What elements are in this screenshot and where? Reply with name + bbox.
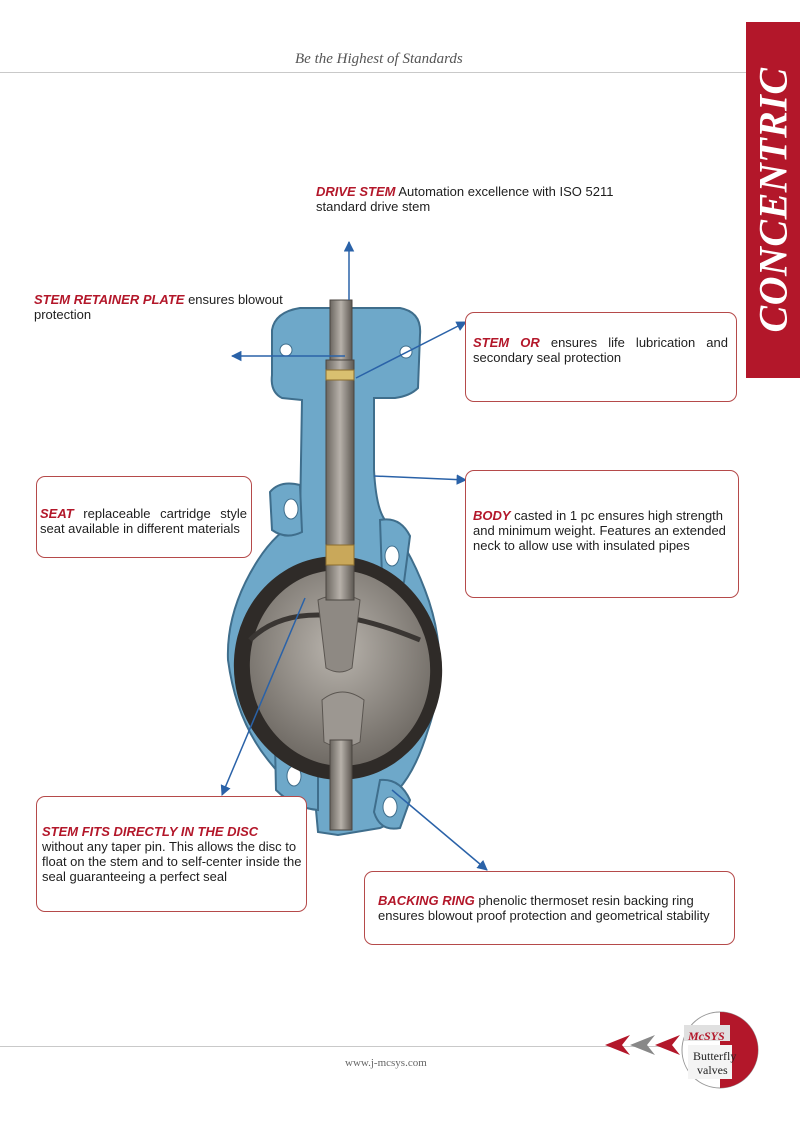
callout-text: without any taper pin. This allows the disc to float on the stem and to self-center inside the seal guaranteeing a perfect seal [42, 839, 302, 884]
callout-text: casted in 1 pc ensures high strength and minimum weight. Features an extended neck to allow use with insulated pipes [473, 508, 726, 553]
callout-text: phenolic thermoset resin backing ring ensures blowout proof protection and geometrical stability [378, 893, 710, 923]
logo-product-line-2: valves [697, 1063, 728, 1077]
callout-text: ensures life lubrication and secondary seal protection [473, 335, 728, 365]
callout-stem-or [465, 312, 737, 402]
callout-stem-retainer-plate [34, 292, 284, 322]
callout-backing-ring [364, 871, 735, 945]
callout-keyword: DRIVE STEM [316, 184, 396, 199]
footer-rule [0, 1046, 660, 1047]
logo-graphic [600, 1005, 770, 1095]
callout-text: replaceable cartridge style seat available in different materials [40, 506, 247, 536]
callout-drive-stem [316, 184, 616, 214]
callout-keyword: STEM FITS DIRECTLY IN THE DISC [42, 824, 259, 839]
logo-chevron-icon [630, 1035, 655, 1055]
stem [326, 300, 354, 830]
callout-text: ensures blowout protection [34, 292, 283, 322]
callout-keyword: STEM OR [473, 335, 540, 350]
leader-backing-ring [392, 790, 487, 870]
callout-keyword: BACKING RING [378, 893, 475, 908]
side-tab-label: CONCENTRIC [750, 67, 796, 333]
callout-keyword: STEM RETAINER PLATE [34, 292, 185, 307]
callout-stem-fits-disc [36, 796, 307, 912]
callout-seat [36, 476, 252, 558]
callout-text: Automation excellence with ISO 5211 standard drive stem [316, 184, 614, 214]
tagline: Be the Highest of Standards [295, 51, 463, 67]
website-url: www.j-mcsys.com [345, 1057, 427, 1069]
callout-keyword: SEAT [40, 506, 74, 521]
logo-product-line-1: Butterfly [693, 1049, 737, 1063]
mcsys-logo [600, 1005, 770, 1095]
leader-body [374, 476, 466, 480]
callout-keyword: BODY [473, 508, 511, 523]
logo-brand: McSYS [688, 1029, 725, 1043]
logo-chevron-icon [605, 1035, 630, 1055]
logo-chevron-icon [655, 1035, 680, 1055]
callout-body [465, 470, 739, 598]
